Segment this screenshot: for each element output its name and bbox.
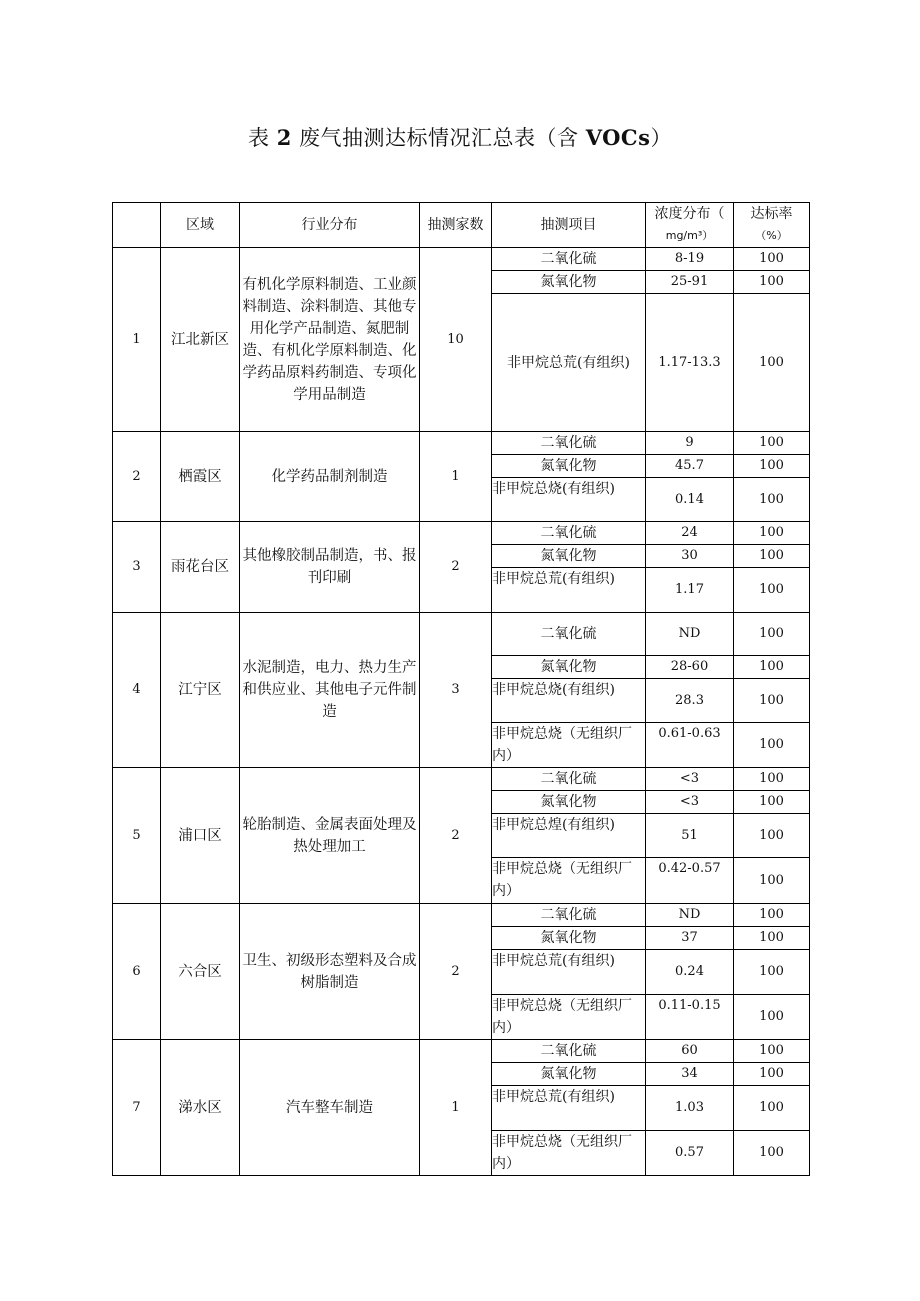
region-cell: 浦口区 [161, 768, 240, 904]
item-cell: 氮氧化物 [492, 545, 646, 568]
item-cell: 氮氧化物 [492, 271, 646, 294]
table-row [113, 904, 810, 927]
industry-cell: 其他橡胶制品制造，书、报刊印刷 [240, 522, 420, 613]
table-body [113, 248, 810, 1176]
rate-cell: 100 [734, 858, 810, 904]
industry-cell: 轮胎制造、金属表面处理及热处理加工 [240, 768, 420, 904]
concentration-cell: 37 [646, 927, 734, 950]
item-cell: 非甲烷总荒(有组织) [492, 1086, 646, 1131]
item-cell: 氮氧化物 [492, 791, 646, 814]
count-cell: 2 [420, 768, 492, 904]
region-cell: 江宁区 [161, 613, 240, 768]
rate-cell: 100 [734, 927, 810, 950]
item-cell: 非甲烷总烧（无组织厂内） [492, 723, 646, 768]
item-cell: 非甲烷总烧（无组织厂内） [492, 995, 646, 1040]
count-cell: 2 [420, 522, 492, 613]
rate-cell: 100 [734, 995, 810, 1040]
concentration-cell: 0.14 [646, 478, 734, 522]
seq-cell: 3 [113, 522, 161, 613]
item-cell: 氮氧化物 [492, 656, 646, 679]
item-cell: 非甲烷总烧（无组织厂内） [492, 858, 646, 904]
item-cell: 二氧化硫 [492, 768, 646, 791]
table-title [0, 122, 920, 152]
concentration-cell: 0.57 [646, 1131, 734, 1176]
industry-cell: 水泥制造，电力、热力生产和供应业、其他电子元件制造 [240, 613, 420, 768]
rate-cell: 100 [734, 1086, 810, 1131]
seq-cell: 1 [113, 248, 161, 432]
item-cell: 非甲烷总烧（无组织厂内） [492, 1131, 646, 1176]
table-row [113, 432, 810, 455]
rate-cell: 100 [734, 271, 810, 294]
concentration-cell: 28-60 [646, 656, 734, 679]
header-seq [113, 203, 161, 248]
seq-cell: 4 [113, 613, 161, 768]
concentration-cell: 60 [646, 1040, 734, 1063]
concentration-cell: 51 [646, 814, 734, 858]
region-cell: 涕水区 [161, 1040, 240, 1176]
seq-cell: 2 [113, 432, 161, 522]
rate-cell: 100 [734, 545, 810, 568]
header-concentration-label: 浓度分布（ [654, 206, 725, 222]
table-row [113, 248, 810, 271]
title-suffix: ） [650, 126, 672, 150]
seq-cell: 5 [113, 768, 161, 904]
concentration-cell: 8-19 [646, 248, 734, 271]
concentration-cell: 24 [646, 522, 734, 545]
table-row [113, 1040, 810, 1063]
rate-cell: 100 [734, 723, 810, 768]
concentration-cell: 30 [646, 545, 734, 568]
header-row [113, 203, 810, 248]
item-cell: 二氧化硫 [492, 522, 646, 545]
region-cell: 江北新区 [161, 248, 240, 432]
seq-cell: 7 [113, 1040, 161, 1176]
rate-cell: 100 [734, 768, 810, 791]
rate-cell: 100 [734, 294, 810, 432]
industry-cell: 化学药品制剂制造 [240, 432, 420, 522]
rate-cell: 100 [734, 248, 810, 271]
rate-cell: 100 [734, 1063, 810, 1086]
rate-cell: 100 [734, 613, 810, 656]
table-row [113, 613, 810, 656]
item-cell: 二氧化硫 [492, 613, 646, 656]
rate-cell: 100 [734, 432, 810, 455]
concentration-cell: 9 [646, 432, 734, 455]
item-cell: 非甲烷总烧(有组织) [492, 679, 646, 723]
count-cell: 1 [420, 432, 492, 522]
concentration-cell: <3 [646, 768, 734, 791]
header-region: 区域 [161, 203, 240, 248]
rate-cell: 100 [734, 1040, 810, 1063]
concentration-cell: 28.3 [646, 679, 734, 723]
item-cell: 非甲烷总烧(有组织) [492, 478, 646, 522]
concentration-cell: 1.17 [646, 568, 734, 613]
rate-cell: 100 [734, 656, 810, 679]
item-cell: 二氧化硫 [492, 248, 646, 271]
rate-cell: 100 [734, 478, 810, 522]
rate-cell: 100 [734, 522, 810, 545]
concentration-cell: 1.17-13.3 [646, 294, 734, 432]
table-row [113, 768, 810, 791]
count-cell: 1 [420, 1040, 492, 1176]
concentration-cell: 1.03 [646, 1086, 734, 1131]
title-prefix: 表 [248, 126, 270, 150]
seq-cell: 6 [113, 904, 161, 1040]
concentration-cell: 0.61-0.63 [646, 723, 734, 768]
concentration-cell: <3 [646, 791, 734, 814]
concentration-cell: ND [646, 613, 734, 656]
region-cell: 六合区 [161, 904, 240, 1040]
concentration-cell: 34 [646, 1063, 734, 1086]
rate-cell: 100 [734, 455, 810, 478]
item-cell: 二氧化硫 [492, 1040, 646, 1063]
item-cell: 非甲烷总荒(有组织) [492, 294, 646, 432]
industry-cell: 卫生、初级形态塑料及合成树脂制造 [240, 904, 420, 1040]
header-rate-unit: （%） [755, 229, 788, 242]
item-cell: 氮氧化物 [492, 1063, 646, 1086]
region-cell: 雨花台区 [161, 522, 240, 613]
rate-cell: 100 [734, 950, 810, 995]
item-cell: 氮氧化物 [492, 455, 646, 478]
item-cell: 氮氧化物 [492, 927, 646, 950]
region-cell: 栖霞区 [161, 432, 240, 522]
industry-cell: 有机化学原料制造、工业颜料制造、涂料制造、其他专用化学产品制造、氮肥制造、有机化学原料制造、化学药品原料药制造、专项化学用品制造 [240, 248, 420, 432]
title-voc: VOCs [585, 125, 651, 150]
count-cell: 2 [420, 904, 492, 1040]
header-concentration [646, 203, 734, 248]
rate-cell: 100 [734, 568, 810, 613]
concentration-cell: 0.24 [646, 950, 734, 995]
concentration-cell: 0.11-0.15 [646, 995, 734, 1040]
concentration-cell: 25-91 [646, 271, 734, 294]
concentration-cell: ND [646, 904, 734, 927]
rate-cell: 100 [734, 679, 810, 723]
item-cell: 非甲烷总荒(有组织) [492, 950, 646, 995]
count-cell: 3 [420, 613, 492, 768]
rate-cell: 100 [734, 814, 810, 858]
count-cell: 10 [420, 248, 492, 432]
emission-summary-table [112, 202, 810, 1176]
table-row [113, 522, 810, 545]
rate-cell: 100 [734, 904, 810, 927]
item-cell: 非甲烷总荒(有组织) [492, 568, 646, 613]
header-count: 抽测家数 [420, 203, 492, 248]
header-rate-label: 达标率 [750, 206, 793, 222]
item-cell: 二氧化硫 [492, 432, 646, 455]
concentration-cell: 0.42-0.57 [646, 858, 734, 904]
industry-cell: 汽车整车制造 [240, 1040, 420, 1176]
title-number: 2 [276, 125, 292, 150]
item-cell: 非甲烷总煌(有组织) [492, 814, 646, 858]
header-industry: 行业分布 [240, 203, 420, 248]
header-item: 抽测项目 [492, 203, 646, 248]
rate-cell: 100 [734, 1131, 810, 1176]
header-rate [734, 203, 810, 248]
header-concentration-unit: mg/m³） [665, 229, 714, 242]
title-middle: 废气抽测达标情况汇总表（含 [299, 126, 579, 150]
item-cell: 二氧化硫 [492, 904, 646, 927]
concentration-cell: 45.7 [646, 455, 734, 478]
rate-cell: 100 [734, 791, 810, 814]
